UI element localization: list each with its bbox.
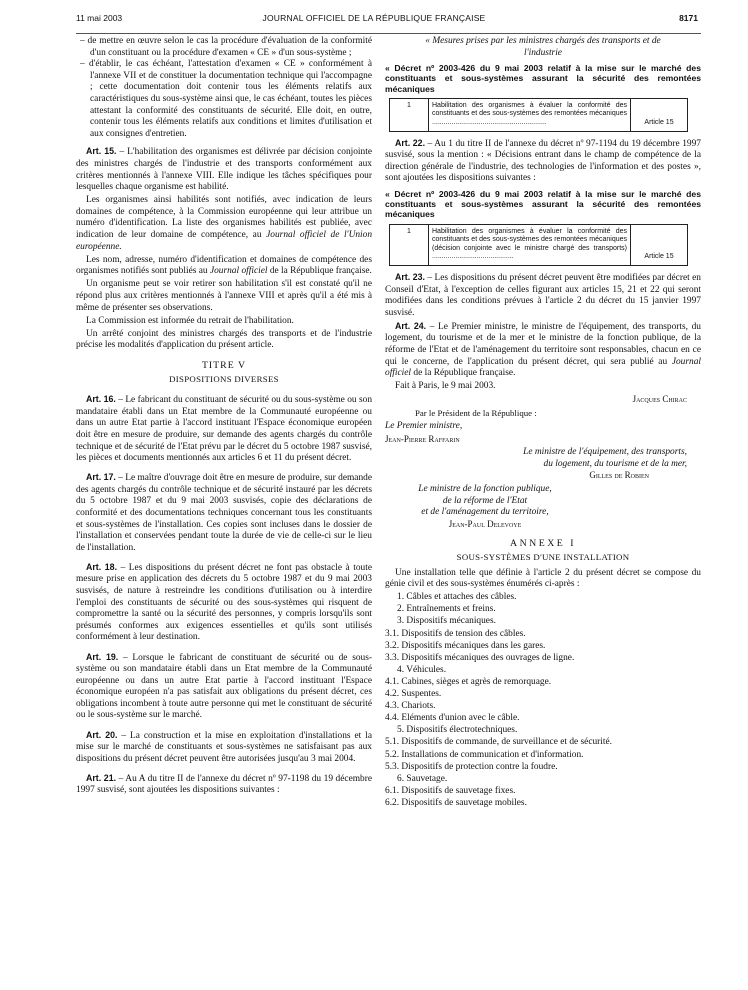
section-subtitle: DISPOSITIONS DIVERSES xyxy=(169,373,279,384)
article-label: Art. 18. xyxy=(86,561,118,572)
annex-list xyxy=(385,592,701,809)
decree-table xyxy=(389,224,688,266)
decree-heading: « Décret nº 2003-426 du 9 mai 2003 relatif à la mise sur le marché des constituants et sous-systèmes assurant la sécurité des remontées mécaniques xyxy=(385,63,701,94)
annex-list-item: 3. Dispositifs mécaniques. xyxy=(397,616,496,627)
annex-list-item: 4.4. Eléments d'union avec le câble. xyxy=(385,713,520,724)
signature-block xyxy=(385,447,701,482)
table-cell-number: 1 xyxy=(390,224,429,265)
signature-block xyxy=(385,484,585,530)
signature-title: et de l'aménagement du territoire, xyxy=(421,507,549,518)
right-column xyxy=(385,36,701,810)
annex-list-item: 3.2. Dispositifs mécaniques dans les gares. xyxy=(385,640,546,651)
paragraph: Les nom, adresse, numéro d'identification et domaines de compétence des organismes notifiés sont publiés au Journal officiel de la République française. xyxy=(76,254,372,277)
annex-list-item: 6.2. Dispositifs de sauvetage mobiles. xyxy=(385,797,527,808)
annex-list-item: 5. Dispositifs électrotechniques. xyxy=(397,725,518,736)
annex-list-item: 4. Véhicules. xyxy=(397,664,447,675)
article-label: Art. 15. xyxy=(86,146,117,157)
article-20: Art. 20. – La construction et la mise en exploitation d'installations et la mise sur le marché de constituants et sous-systèmes ne satisfaisant pas aux dispositions du présent décret peuvent être autorisées jusqu'au 3 mai 2004. xyxy=(76,729,372,764)
article-label: Art. 24. xyxy=(395,320,427,331)
paragraph: La Commission est informée du retrait de l'habilitation. xyxy=(86,315,294,326)
annex-list-item: 1. Câbles et attaches des câbles. xyxy=(397,592,517,603)
article-21: Art. 21. – Au A du titre II de l'annexe du décret nº 97-1198 du 19 décembre 1997 susvisé, sont ajoutées les dispositions suivantes : xyxy=(76,772,372,796)
article-19: Art. 19. – Lorsque le fabricant de constituant de sécurité ou de sous-système ou son mandataire établi dans un Etat membre de la Communauté européenne ou dans un autre Etat partie à l'accord instituant l'Espace économique européen n'a pas satisfait aux obligations du présent décret, ces obligations incombent à toute autre personne qui met le constituant de sécurité ou le sous-système sur le marché. xyxy=(76,651,372,721)
article-18: Art. 18. – Les dispositions du présent décret ne font pas obstacle à toute mesure prise en application des décrets du 5 octobre 1987 et du 9 mai 2003 susvisés, de nature à restreindre les conditions d'utilisation ou à interdire l'emploi des constituants de sécurité ou des sous-systèmes qui risquent de compromettre la santé ou la sécurité des personnes, y compris lorsqu'ils sont présumés conformes aux exigences essentielles et qu'ils sont utilisés conformément à leur destination. xyxy=(76,561,372,643)
table-cell-article: Article 15 xyxy=(631,224,688,265)
article-23: Art. 23. – Les dispositions du présent décret peuvent être modifiées par décret en Conseil d'Etat, à l'exception de celles figurant aux articles 15, 21 et 22 qui seront modifiées dans les conditions prévues à l'article 2 du décret du 15 janvier 1997 susvisé. xyxy=(385,271,701,318)
annex-list-item: 2. Entraînements et freins. xyxy=(397,604,496,615)
paragraph: Les organismes ainsi habilités sont notifiés, avec indication de leurs domaines de compétence, à la Commission européenne qui leur attribue un numéro d'identification. La liste des organismes habilités est publiée, avec indication de leur domaine de compétence, au Journal officiel de l'Union européenne. xyxy=(76,195,373,252)
article-label: Art. 19. xyxy=(86,651,119,662)
article-label: Art. 21. xyxy=(86,772,117,783)
decree-table xyxy=(389,98,688,132)
signature-place-date: Fait à Paris, le 9 mai 2003. xyxy=(395,381,496,392)
measures-heading: « Mesures prises par les ministres chargés des transports et de l'industrie xyxy=(425,36,661,58)
annex-subtitle: SOUS-SYSTÈMES D'UNE INSTALLATION xyxy=(456,552,630,562)
article-22: Art. 22. – Au 1 du titre II de l'annexe du décret nº 97-1194 du 19 décembre 1997 susvisé, sous la mention : « Décisions entrant dans le champ de compétence de la direction générale de l'industrie, des technologies de l'information et des postes », sont ajoutées les dispositions suivantes : xyxy=(385,137,701,184)
article-24: Art. 24. – Le Premier ministre, le ministre de l'équipement, des transports, du logement, du tourisme et de la mer et le ministre de la fonction publique, de la réforme de l'Etat et de l'aménagement du territoire sont responsables, chacun en ce qui le concerne, de l'application du présent décret, qui sera publié au Journal officiel de la République française. xyxy=(385,320,701,379)
header-journal-title: JOURNAL OFFICIEL DE LA RÉPUBLIQUE FRANÇAISE xyxy=(262,13,486,23)
article-label: Art. 16. xyxy=(86,394,116,405)
article-label: Art. 20. xyxy=(86,729,118,740)
paragraph: Un arrêté conjoint des ministres chargés des transports et de l'industrie précise les modalités d'application du présent article. xyxy=(76,328,372,351)
header-rule xyxy=(76,33,701,34)
annex-list-item: 5.3. Dispositifs de protection contre la foudre. xyxy=(385,761,558,772)
annex-list-item: 4.2. Suspentes. xyxy=(385,689,442,700)
annex-list-item: 5.2. Installations de communication et d'information. xyxy=(385,749,584,760)
annex-list-item: 3.1. Dispositifs de tension des câbles. xyxy=(385,628,526,639)
annex-list-item: 6.1. Dispositifs de sauvetage fixes. xyxy=(385,785,516,796)
bullet-item: – d'établir, le cas échéant, l'attestation d'examen « CE » conformément à l'annexe VII et de constituer la documentation technique qui l'accompagne ; cette documentation doit contenir tous les éléments relatifs aux caractéristiques du sous-système ainsi que, le cas échéant, toutes les pièces attestant la conformité des constituants de sécurité. Elle doit, en outre, contenir tous les éléments relatifs aux conditions et limites d'utilisation et aux consignes d'entretien. xyxy=(80,59,372,139)
annex-intro: Une installation telle que définie à l'article 2 du présent décret se compose du génie civil et des sous-systèmes énumérés ci-après : xyxy=(385,567,701,590)
header-date: 11 mai 2003 xyxy=(76,13,123,23)
article-label: Art. 17. xyxy=(86,472,116,483)
signature-title: du logement, du tourisme et de la mer, xyxy=(543,458,687,469)
bullet-item: – de mettre en œuvre selon le cas la procédure d'évaluation de la conformité d'un constituant ou la procédure d'examen « CE » d'un sous-système ; xyxy=(80,36,372,58)
signature-title: Le ministre de l'équipement, des transports, xyxy=(523,447,687,458)
left-column xyxy=(76,36,372,799)
annex-list-item: 5.1. Dispositifs de commande, de surveillance et de sécurité. xyxy=(385,737,613,748)
table-cell-number: 1 xyxy=(390,98,429,131)
annex-list-item: 4.3. Chariots. xyxy=(385,701,436,712)
annex-title: ANNEXE I xyxy=(510,538,576,550)
signature-intro: Par le Président de la République : xyxy=(415,407,537,418)
table-cell-article: Article 15 xyxy=(631,98,688,131)
signature-name: Gilles de Robien xyxy=(589,470,649,481)
header-page-number: 8171 xyxy=(679,13,698,23)
signature-title: Le Premier ministre, xyxy=(385,421,463,432)
annex-list-item: 6. Sauvetage. xyxy=(397,773,448,784)
article-16: Art. 16. – Le fabricant du constituant de sécurité ou du sous-système ou son mandataire établi dans un Etat membre de la Communauté européenne ou dans un autre Etat partie à l'accord instituant l'Espace économique européen doit être en mesure de produire, sur demande des agents chargés du contrôle technique et de sécurité de l'Etat prévu par le décret du 5 octobre 1987 susvisé, les pièces et documents mentionnés aux articles 6 et 11 du présent décret. xyxy=(76,394,373,464)
signature-president: Jacques Chirac xyxy=(632,394,687,405)
article-label: Art. 23. xyxy=(395,271,425,282)
paragraph: Un organisme peut se voir retirer son habilitation s'il est constaté qu'il ne répond plus aux critères mentionnés à l'annexe VIII et après qu'il a été mis à même de présenter ses observations. xyxy=(76,279,372,313)
signature-title: de la réforme de l'Etat xyxy=(442,495,528,506)
signature-title: Le ministre de la fonction publique, xyxy=(418,484,552,495)
signature-name: Jean-Pierre Raffarin xyxy=(385,434,460,445)
page-header xyxy=(0,0,748,30)
table-cell-text: Habilitation des organismes à évaluer la conformité des constituants et des sous-systèmes des remontées mécaniques (décision conjointe avec le ministre chargé des transports) .......................................... xyxy=(429,224,631,265)
article-label: Art. 22. xyxy=(395,137,426,148)
decree-heading: « Décret nº 2003-426 du 9 mai 2003 relatif à la mise sur le marché des constituants et sous-systèmes assurant la sécurité des remontées mécaniques xyxy=(385,188,701,220)
signature-name: Jean-Paul Delevoye xyxy=(448,518,522,529)
section-title: TITRE V xyxy=(201,359,247,371)
annex-list-item: 3.3. Dispositifs mécaniques des ouvrages de ligne. xyxy=(385,652,575,663)
article-15: Art. 15. – L'habilitation des organismes est délivrée par décision conjointe des ministres chargés de l'industrie et des transports conformément aux critères mentionnés à l'annexe VIII. Elle indique les tâches spécifiques pour lesquelles chaque organisme est habilité. xyxy=(76,146,372,193)
annex-list-item: 4.1. Cabines, sièges et agrès de remorquage. xyxy=(385,676,552,687)
article-17: Art. 17. – Le maître d'ouvrage doit être en mesure de produire, sur demande des agents chargés du contrôle technique et de sécurité instauré par les décrets du 5 octobre 1987 et du 9 mai 2003 susvisés, copie des déclarations de conformité et des documentations techniques concernant tous les constituants et sous-systèmes de l'installation. Ces copies sont incluses dans le dossier de l'installation et conservées pendant toute la durée de vie de celle-ci sur le lieu de l'installation. xyxy=(76,472,372,553)
table-cell-text: Habilitation des organismes à évaluer la conformité des constituants et des sous-systèmes des remontées mécaniques ........................................................... xyxy=(429,98,631,131)
